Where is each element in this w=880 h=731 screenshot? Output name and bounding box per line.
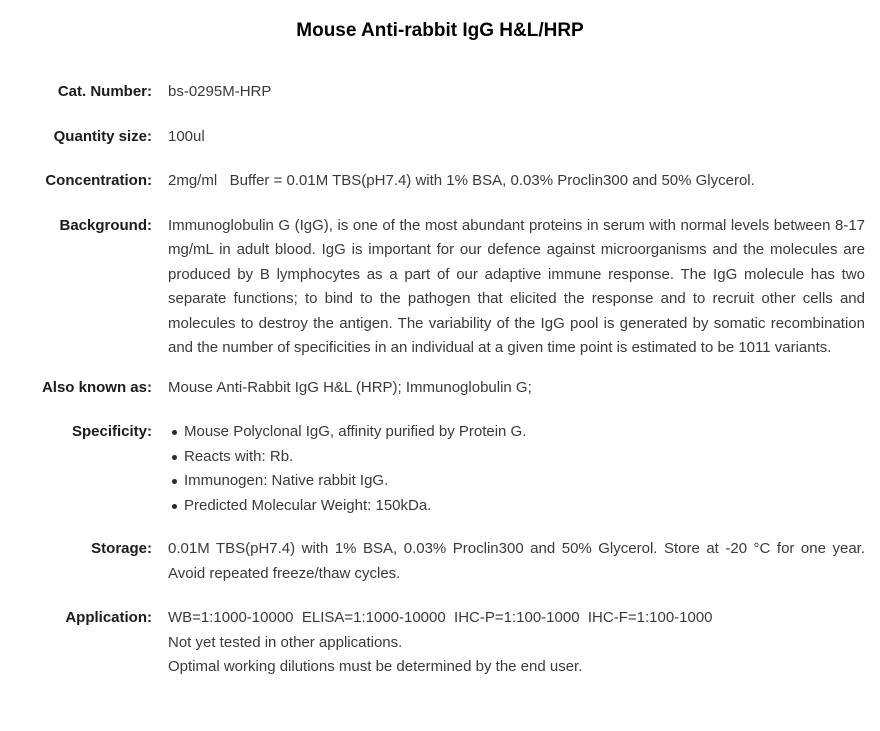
quantity-size-value: 100ul xyxy=(168,127,205,145)
row-cat-number xyxy=(0,80,880,105)
datasheet xyxy=(0,80,880,680)
application-value xyxy=(168,606,865,680)
storage-label: Storage: xyxy=(91,540,152,557)
specificity-label: Specificity: xyxy=(71,423,152,440)
row-storage xyxy=(0,537,880,586)
row-concentration xyxy=(0,169,880,194)
concentration-value: 2mg/ml Buffer = 0.01M TBS(pH7.4) with 1% BSA, 0.03% Proclin300 and 50% Glycerol. xyxy=(168,172,755,189)
specificity-bullet: Reacts with: Rb. xyxy=(168,445,865,470)
also-known-as-value: Mouse Anti-Rabbit IgG H&L (HRP); Immunoglobulin G; xyxy=(168,378,532,396)
background-label: Background: xyxy=(59,216,152,234)
row-background xyxy=(0,214,880,361)
specificity-value xyxy=(168,420,865,518)
row-quantity-size xyxy=(0,125,880,150)
concentration-label: Concentration: xyxy=(45,172,152,189)
background-value: Immunoglobulin G (IgG), is one of the most abundant proteins in serum with normal levels between 8-17 mg/mL in adult blood. IgG is important for our defence against microorganisms and the molecules are produced by B lymphocytes as a part of our adaptive immune response. The IgG molecule has two separate functions; to bind to the pathogen that elicited the response and to recruit other cells and molecules to destroy the antigen. The variability of the IgG pool is generated by somatic recombination and the number of specificities in an individual at a given time point is estimated to be 1011 variants. xyxy=(168,216,865,356)
application-dilutions-line: WB=1:1000-10000 ELISA=1:1000-10000 IHC-P=1:100-1000 IHC-F=1:100-1000 xyxy=(168,609,713,626)
quantity-size-label: Quantity size: xyxy=(53,127,152,145)
application-note-line: Optimal working dilutions must be determined by the end user. xyxy=(168,658,583,675)
application-note-line: Not yet tested in other applications. xyxy=(168,633,403,651)
cat-number-value: bs-0295M-HRP xyxy=(168,83,272,100)
page-title: Mouse Anti-rabbit IgG H&L/HRP xyxy=(296,20,584,41)
row-application xyxy=(0,606,880,680)
row-also-known-as xyxy=(0,376,880,401)
specificity-bullet-list xyxy=(168,420,865,518)
specificity-bullet: Predicted Molecular Weight: 150kDa. xyxy=(168,494,865,519)
specificity-bullet: Mouse Polyclonal IgG, affinity purified by Protein G. xyxy=(168,420,865,445)
specificity-bullet: Immunogen: Native rabbit IgG. xyxy=(168,469,865,494)
also-known-as-label: Also known as: xyxy=(41,378,152,396)
cat-number-label: Cat. Number: xyxy=(57,83,152,100)
application-label: Application: xyxy=(65,609,152,626)
row-specificity xyxy=(0,420,880,518)
storage-value: 0.01M TBS(pH7.4) with 1% BSA, 0.03% Proclin300 and 50% Glycerol. Store at -20 °C for one year. Avoid repeated freeze/thaw cycles. xyxy=(168,540,865,582)
